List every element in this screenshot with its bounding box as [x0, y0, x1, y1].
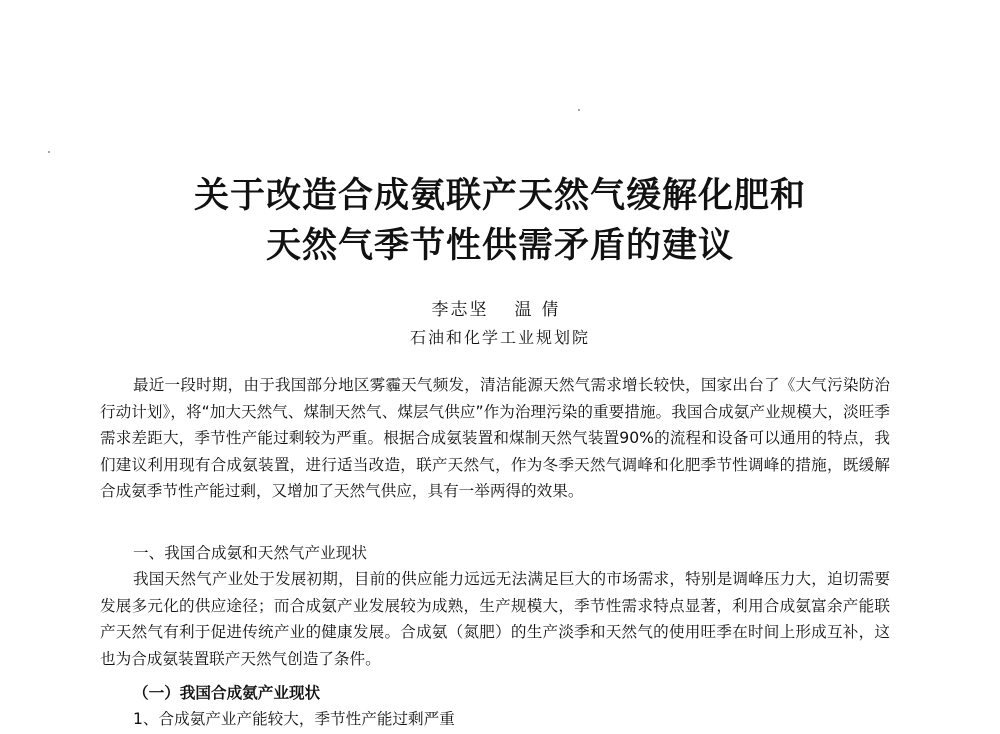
- subsection-heading: （一）我国合成氨产业现状: [133, 684, 321, 702]
- scan-speck: [48, 151, 50, 153]
- paragraph-section-1: 我国天然气产业处于发展初期，目前的供应能力远远无法满足巨大的市场需求，特别是调峰压力大，迫切需要发展多元化的供应途径；而合成氨产业发展较为成熟，生产规模大，季节性需求特点显著，利用合成氨富余产能联产天然气有利于促进传统产业的健康发展。合成氨（氮肥）的生产淡季和天然气的使用旺季在时间上形成互补，这也为合成氨装置联产天然气创造了条件。: [100, 570, 890, 668]
- title-line-2: 天然气季节性供需矛盾的建议: [265, 226, 734, 266]
- author-name: 温倩: [514, 300, 569, 320]
- title-line-1: 关于改造合成氨联产天然气缓解化肥和: [193, 176, 806, 216]
- author-name: 李志坚: [431, 300, 489, 320]
- authors: [0, 295, 1000, 320]
- subsubsection-heading: 1、合成氨产业产能较大，季节性产能过剩严重: [133, 710, 455, 728]
- paragraph-intro: 最近一段时期，由于我国部分地区雾霾天气频发，清洁能源天然气需求增长较快，国家出台了《大气污染防治行动计划》，将“加大天然气、煤制天然气、煤层气供应”作为治理污染的重要措施。我国合成氨产业规模大，淡旺季需求差距大，季节性产能过剩较为严重。根据合成氨装置和煤制天然气装置90%的流程和设备可以通用的特点，我们建议利用现有合成氨装置，进行适当改造，联产天然气，作为冬季天然气调峰和化肥季节性调峰的措施，既缓解合成氨季节性产能过剩，又增加了天然气供应，具有一举两得的效果。: [100, 376, 890, 500]
- section-heading: 一、我国合成氨和天然气产业现状: [133, 544, 367, 562]
- affiliation: 石油和化学工业规划院: [409, 328, 590, 347]
- scan-speck: [578, 109, 580, 111]
